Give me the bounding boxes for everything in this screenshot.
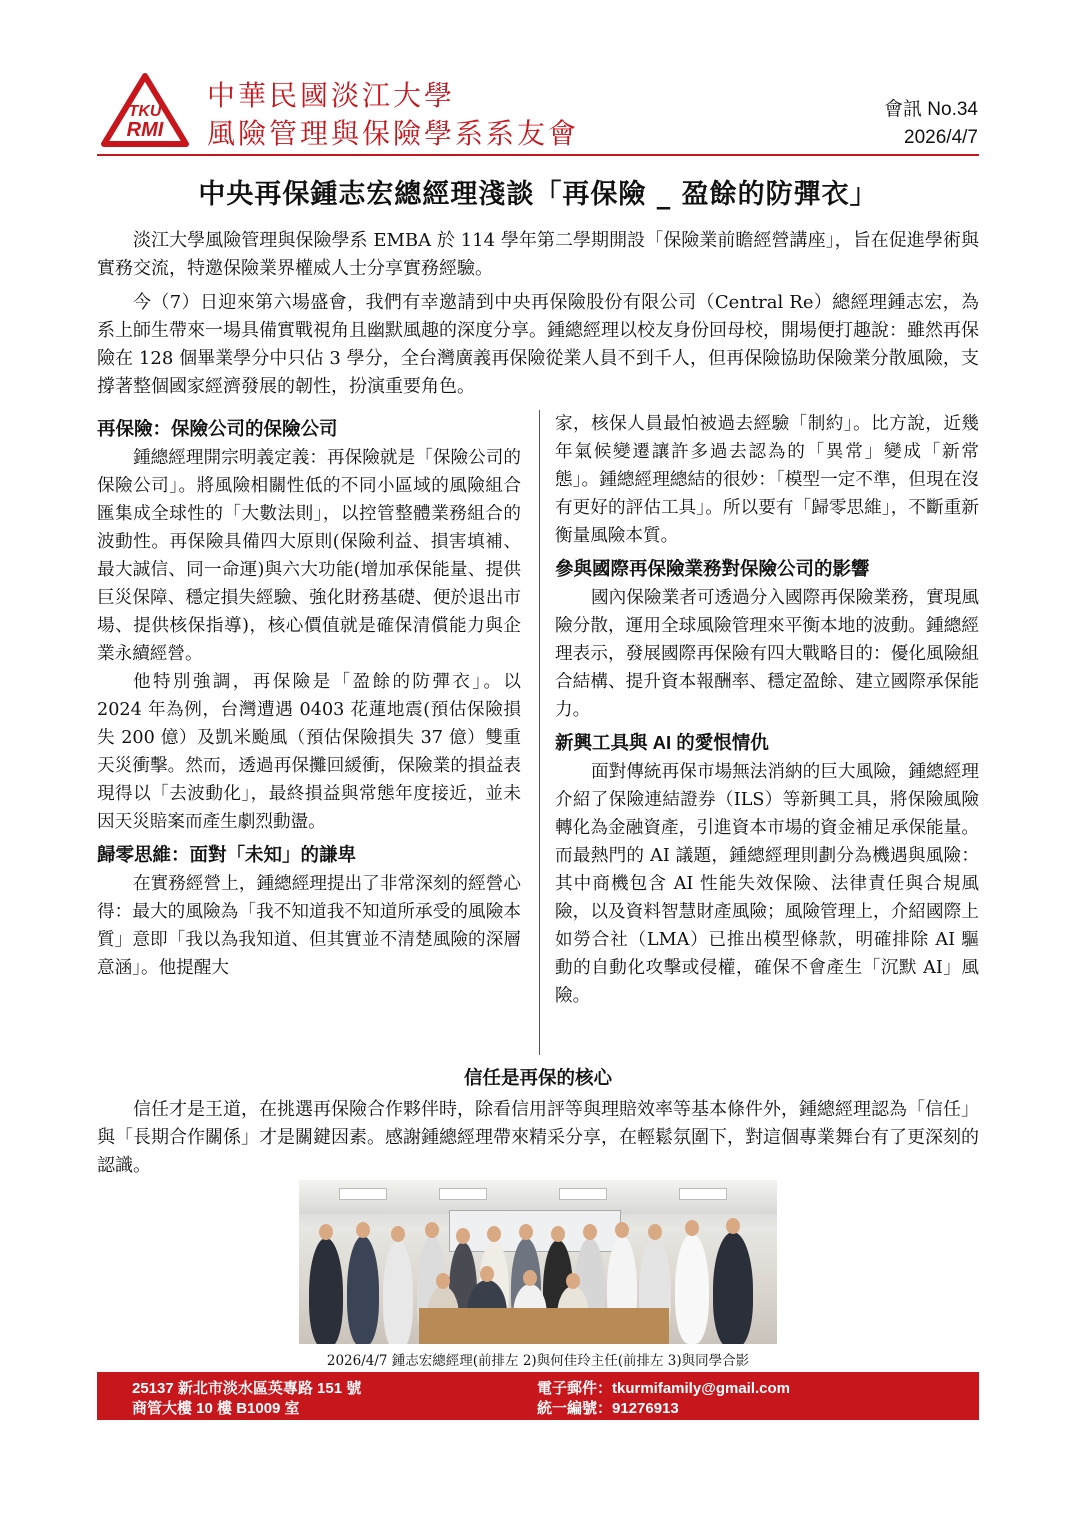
section-heading-reinsurance: 再保險：保險公司的保險公司	[97, 418, 338, 439]
paragraph-bulletproof-vest: 他特別強調，再保險是「盈餘的防彈衣」。以 2024 年為例，台灣遭遇 0403 花蓮地震(預估保險損失 200 億）及凱米颱風（預估保險損失 37 億）雙重天災衝擊。然而，透過再保攤回緩衝，保險業的損益表現得以「去波動化」，最終損益與常態年度接近，並未因天災賠案而產生劇烈動盪。	[97, 672, 521, 832]
org-name-line1: 中華民國淡江大學	[207, 79, 456, 112]
header-divider	[97, 154, 979, 156]
footer-tax-id: 統一編號：91276913	[537, 1400, 679, 1417]
paragraph-ai: 面對傳統再保市場無法消納的巨大風險，鍾總經理介紹了保險連結證券（ILS）等新興工具，將保險風險轉化為金融資產，引進資本市場的資金補足承保能量。而最熱門的 AI 議題，鍾總經理則劃分為機遇與風險：其中商機包含 AI 性能失效保險、法律責任與合規風險，以及資料智慧財產風險；風險管理上，介紹國際上如勞合社（LMA）已推出模型條款，明確排除 AI 驅動的自動化攻擊或侵權，確保不會產生「沉默 AI」風險。	[555, 762, 979, 1006]
issue-number: 會訊 No.34	[884, 99, 978, 120]
paragraph-zero-thinking: 在實務經營上，鍾總經理提出了非常深刻的經營心得：最大的風險為「我不知道我不知道所承受的風險本質」意即「我以為我知道、但其實並不清楚風險的深層意涵」。他提醒大	[97, 874, 521, 978]
section-heading-ai: 新興工具與 AI 的愛恨情仇	[555, 732, 769, 753]
group-photo	[299, 1180, 777, 1344]
footer-address-line1: 25137 新北市淡水區英專路 151 號	[132, 1380, 362, 1397]
svg-text:TKU: TKU	[128, 103, 162, 120]
footer-email[interactable]: 電子郵件：tkurmifamily@gmail.com	[537, 1380, 791, 1397]
paragraph-zero-thinking-cont: 家，核保人員最怕被過去經驗「制約」。比方說，近幾年氣候變遷讓許多過去認為的「異常」變成「新常態」。鍾總經理總結的很妙：「模型一定不準，但現在沒有更好的評估工具」。所以要有「歸零思維」，不斷重新衡量風險本質。	[555, 414, 979, 546]
issue-date: 2026/4/7	[904, 127, 978, 148]
paragraph-international: 國內保險業者可透過分入國際再保險業務，實現風險分散，運用全球風險管理來平衡本地的波動。鍾總經理表示，發展國際再保險有四大戰略目的：優化風險組合結構、提升資本報酬率、穩定盈餘、建立國際承保能力。	[555, 588, 979, 720]
right-column	[555, 410, 979, 1010]
paragraph-reinsurance-definition: 鍾總經理開宗明義定義：再保險就是「保險公司的保險公司」。將風險相關性低的不同小區域的風險組合匯集成全球性的「大數法則」，以控管整體業務組合的波動性。再保險具備四大原則(保險利益、損害填補、最大誠信、同一命運)與六大功能(增加承保能量、提供巨災保障、穩定損失經驗、強化財務基礎、便於退出市場、提供核保指導)，核心價值就是確保清償能力與企業永續經營。	[97, 448, 521, 664]
intro-paragraph-2: 今（7）日迎來第六場盛會，我們有幸邀請到中央再保險股份有限公司（Central Re）總經理鍾志宏，為系上師生帶來一場具備實戰視角且幽默風趣的深度分享。鍾總經理以校友身份回母校，開場便打趣說：雖然再保險在 128 個畢業學分中只佔 3 學分，全台灣廣義再保險從業人員不到千人，但再保險協助保險業分散風險，支撐著整個國家經濟發展的韌性，扮演重要角色。	[97, 292, 979, 397]
footer-address-line2: 商管大樓 10 樓 B1009 室	[132, 1400, 300, 1417]
section-heading-zero-thinking: 歸零思維：面對「未知」的謙卑	[97, 844, 357, 865]
article-title: 中央再保鍾志宏總經理淺談「再保險 _ 盈餘的防彈衣」	[198, 179, 878, 210]
left-column	[97, 410, 521, 982]
issue-info	[884, 96, 978, 152]
section-heading-trust: 信任是再保的核心	[463, 1067, 612, 1088]
column-divider	[539, 410, 540, 1055]
section-heading-international: 參與國際再保險業務對保險公司的影響	[555, 558, 870, 579]
paragraph-trust: 信任才是王道，在挑選再保險合作夥伴時，除看信用評等與理賠效率等基本條件外，鍾總經理認為「信任」與「長期合作關係」才是關鍵因素。感謝鍾總經理帶來精采分享，在輕鬆氛圍下，對這個專業舞台有了更深刻的認識。	[97, 1099, 979, 1176]
photo-caption: 2026/4/7 鍾志宏總經理(前排左 2)與何佳玲主任(前排左 3)與同學合影	[326, 1353, 750, 1369]
footer	[97, 1372, 979, 1420]
tkurmi-logo	[100, 72, 190, 148]
intro-paragraph-1: 淡江大學風險管理與保險學系 EMBA 於 114 學年第二學期開設「保險業前瞻經營講座」，旨在促進學術與實務交流，特邀保險業界權威人士分享實務經驗。	[97, 230, 979, 279]
org-name-line2: 風險管理與保險學系系友會	[207, 117, 580, 150]
svg-text:RMI: RMI	[126, 119, 164, 141]
